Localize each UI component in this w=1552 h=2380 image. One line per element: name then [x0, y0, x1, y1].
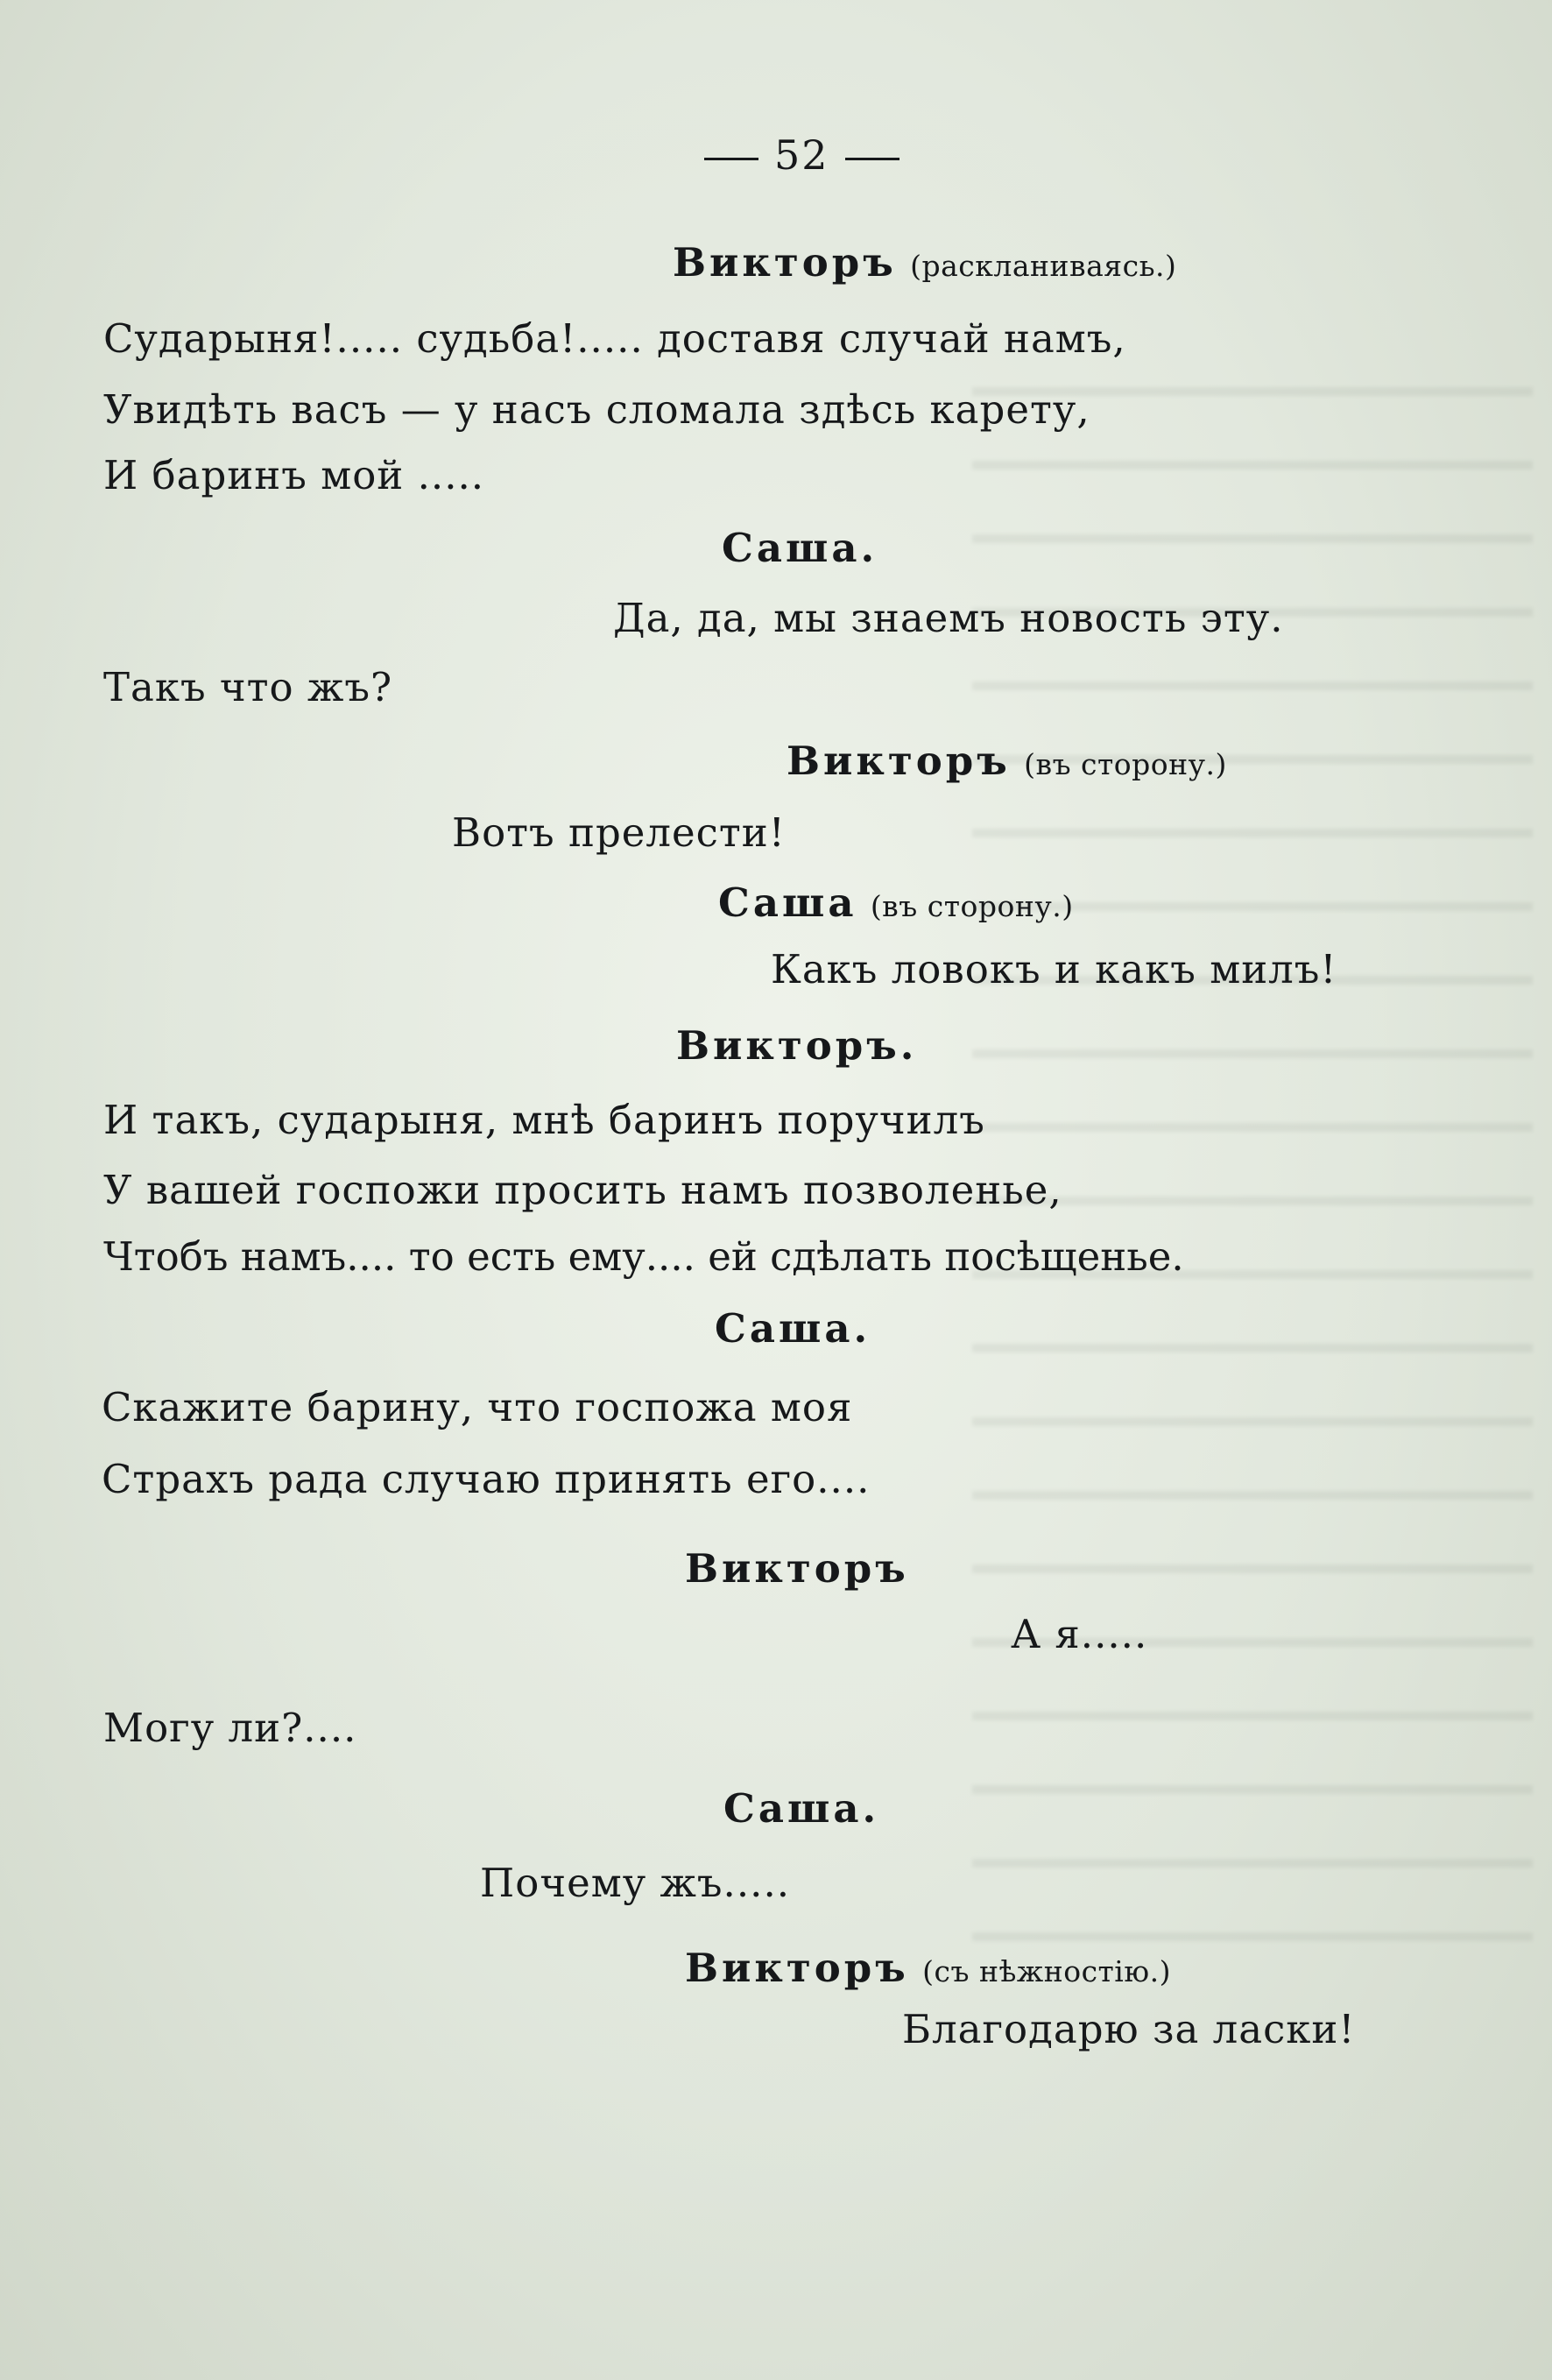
verse-line: Благодарю за ласки! [902, 2006, 1356, 2052]
speaker-line [673, 239, 1177, 286]
verse-line: Сударыня!..... судьба!..... доставя случай намъ, [103, 315, 1126, 362]
verse-line: Такъ что жъ? [103, 664, 393, 710]
speaker-name: Викторъ [673, 239, 897, 286]
verse-line: И баринъ мой ..... [103, 452, 485, 498]
verse-line: Могу ли?.... [103, 1705, 357, 1751]
speaker-name: Саша [718, 879, 857, 926]
speaker-name: Викторъ [787, 738, 1011, 784]
speaker-line: Викторъ [685, 1545, 909, 1592]
speaker-line: Саша. [715, 1305, 871, 1352]
verse-line: Скажите барину, что госпожа моя [102, 1384, 853, 1430]
speaker-line: Саша. [722, 525, 878, 571]
speaker-line [787, 738, 1227, 784]
speaker-line [718, 879, 1074, 926]
verse-line: Вотъ прелести! [452, 809, 786, 856]
page-number-value: 52 [774, 131, 829, 179]
stage-direction: (въ сторону.) [870, 889, 1074, 923]
stage-direction: (раскланиваясь.) [910, 249, 1177, 283]
verse-line: Почему жъ..... [480, 1860, 791, 1906]
speaker-name: Викторъ [685, 1945, 909, 1991]
speaker-line [685, 1945, 1171, 1991]
verse-line: Да, да, мы знаемъ новость эту. [613, 595, 1284, 641]
dash-left [704, 158, 758, 160]
bleed-through-text [972, 333, 1533, 1997]
dash-right [845, 158, 899, 160]
verse-line: У вашей госпожи просить намъ позволенье, [103, 1167, 1062, 1213]
verse-line: Какъ ловокъ и какъ милъ! [771, 946, 1337, 992]
verse-line: И такъ, сударыня, мнѣ баринъ поручилъ [103, 1097, 985, 1143]
verse-line: Увидѣть васъ — у насъ сломала здѣсь карету, [103, 386, 1090, 433]
verse-line: Страхъ рада случаю принять его.... [102, 1456, 871, 1502]
speaker-line: Викторъ. [676, 1022, 918, 1069]
stage-direction: (съ нѣжностію.) [922, 1954, 1171, 1988]
page-number [688, 131, 915, 179]
stage-direction: (въ сторону.) [1024, 747, 1227, 781]
verse-line: А я..... [1011, 1611, 1148, 1657]
verse-line: Чтобъ намъ.... то есть ему.... ей сдѣлать посѣщенье. [103, 1233, 1184, 1280]
speaker-line: Саша. [723, 1785, 880, 1832]
